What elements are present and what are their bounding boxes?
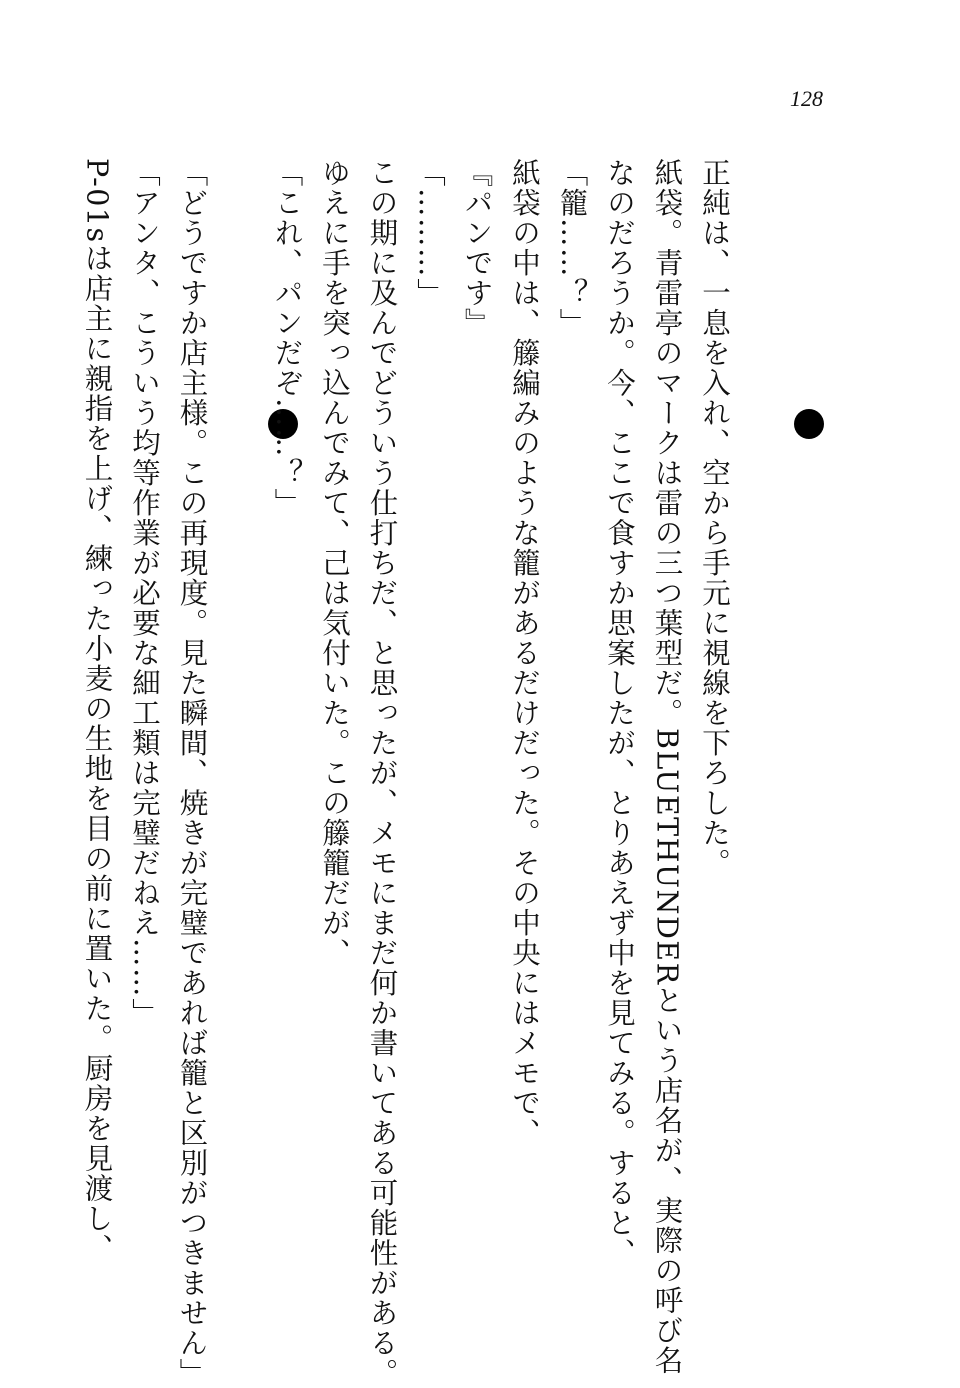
text-line: 『パンです』 (460, 158, 494, 338)
text-line: 正純は、一息を入れ、空から手元に視線を下ろした。 (698, 158, 731, 878)
vertical-text-body (73, 158, 738, 1388)
text-line: 「これ、パンだぞ……？」 (270, 158, 304, 518)
text-line: ゆえに手を突っ込んでみて、己は気付いた。この籐籠だが、 (318, 158, 351, 968)
scene-break-gap (216, 158, 264, 1283)
text-line: 「アンタ、こういう均等作業が必要な細工類は完璧だねえ……」 (128, 158, 161, 1028)
text-line: 紙袋。青雷亭のマークは雷の三つ葉型だ。BLUETHUNDERという店名が、実際の呼び名 (650, 158, 684, 1376)
text-line: P-01sは店主に親指を上げ、練った小麦の生地を目の前に置いた。厨房を見渡し、 (80, 158, 114, 1264)
page-number: 128 (790, 86, 823, 111)
text-line: 紙袋の中は、籐編みのような籠があるだけだった。その中央にはメモで、 (508, 158, 541, 1148)
text-line: なのだろうか。今、ここで食すか思案したが、とりあえず中を見てみる。すると、 (603, 158, 636, 1268)
text-line: 「どうですか店主様。この再現度。見た瞬間、焼きが完璧であれば籠と区別がつきません」 (175, 158, 209, 1388)
scene-break-bullet-icon (794, 409, 824, 439)
text-line: 「籠……？」 (555, 158, 589, 338)
text-line: 「………」 (413, 158, 446, 308)
text-line: この期に及んでどういう仕打ちだ、と思ったが、メモにまだ何か書いてある可能性がある。 (365, 158, 399, 1388)
